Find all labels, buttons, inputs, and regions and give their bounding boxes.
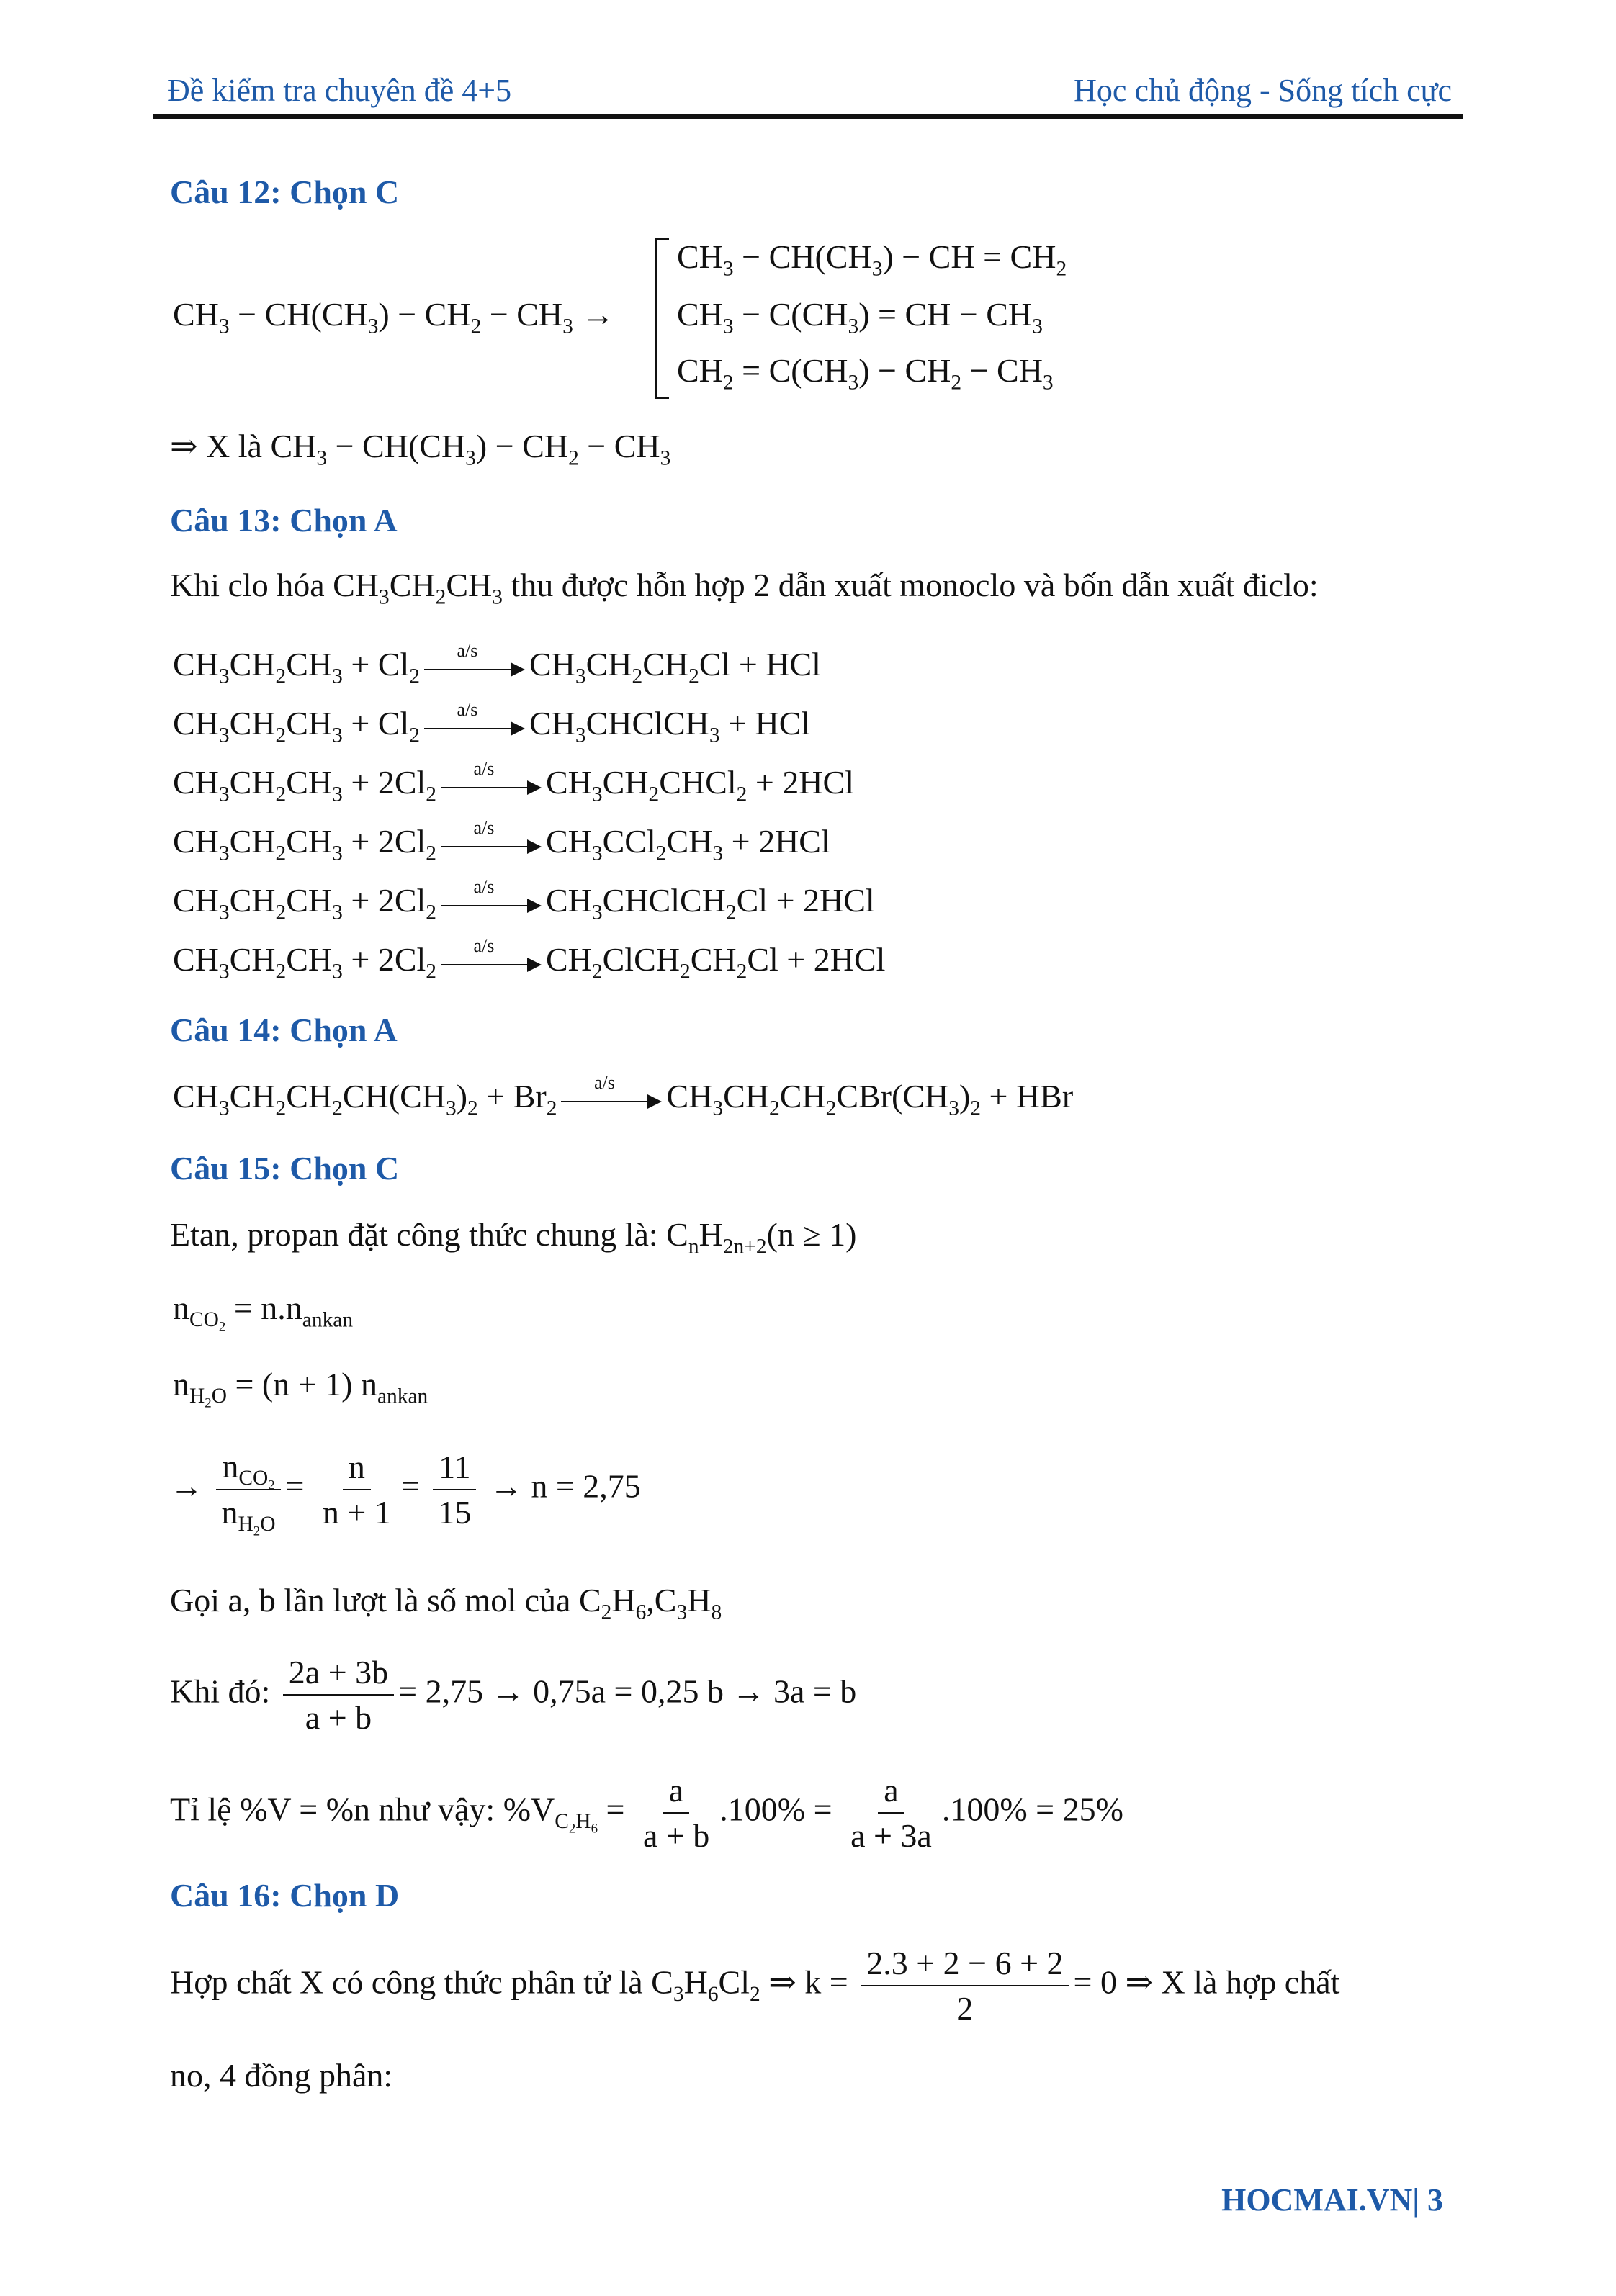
q14-reaction: $CH_3CH_2CH_2CH(CH_3)_2 + Br_2$ a/s $CH_3CH_2CH_2CBr(CH_3)_2$ + HBr (173, 1072, 1074, 1120)
q15-ti-le: Tỉ lệ %V = %n như vậy: $\%V_{C_2H_6}$ = $\frac{a}{a + b}$ .100% = $\frac{a}{a + 3a}$ .100% = 25% (170, 1772, 1123, 1854)
q13-intro: Khi clo hóa $CH_3CH_2CH_3$ thu được hỗn hợp 2 dẫn xuất monoclo và bốn dẫn xuất điclo: (170, 567, 1319, 609)
q15-khi-do (170, 1653, 856, 1737)
q13-reaction-1: $CH_3CH_2CH_3 + Cl_2$ a/s $CH_3CH_2CH_2Cl$ + HCl (173, 640, 821, 688)
header-left-title: Đề kiểm tra chuyên đề 4+5 (167, 73, 512, 108)
q15-ti-le-frac-1: $\frac{a}{a + b}$ (642, 1772, 710, 1854)
q15-khi-do-text: Khi đó: (170, 1673, 271, 1710)
q13-intro-b: thu được hỗn hợp 2 dẫn xuất monoclo và bốn dẫn xuất điclo: (511, 567, 1319, 603)
q13-reaction-3: $CH_3CH_2CH_3 + 2Cl_2$ a/s $CH_3CH_2CHCl_2 + 2HCl$ (173, 758, 854, 806)
q12-bracket (655, 238, 669, 399)
q15-title: Câu 15: Chọn C (170, 1150, 400, 1187)
q15-nco2: $n_{CO_2} = n.n_{ankan}$ (173, 1289, 354, 1335)
q12-product-1: $CH_3 - CH(CH_3)$ − CH = $CH_2$ (677, 238, 1067, 281)
q16-line2: no, 4 đồng phân: (170, 2057, 393, 2094)
q15-ratio-frac-0: $\frac{n_{CO_2}}{n_{H_2O}}$ (216, 1447, 282, 1532)
arrow-icon: a/s (424, 653, 525, 682)
arrow-icon: a/s (561, 1085, 662, 1114)
q13-reaction-6: $CH_3CH_2CH_3 + 2Cl_2$ a/s $CH_2ClCH_2CH_2Cl + 2HCl$ (173, 935, 886, 983)
arrow-icon: a/s (441, 889, 542, 918)
q13-reaction-4: $CH_3CH_2CH_3 + 2Cl_2$ a/s $CH_3CCl_2CH_3 + 2HCl$ (173, 817, 830, 865)
q13-title: Câu 13: Chọn A (170, 502, 398, 539)
q15-nh2o: $n_{H_2O} = (n + 1)$ $n_{ankan}$ (173, 1366, 428, 1411)
footer-page-number: HOCMAI.VN| 3 (1221, 2182, 1443, 2218)
q15-goi-text: Gọi a, b lần lượt là số mol của (170, 1582, 571, 1619)
q15-intro-text: Etan, propan đặt công thức chung là: (170, 1216, 658, 1253)
q13-reaction-2: $CH_3CH_2CH_3 + Cl_2$ a/s $CH_3CHClCH_3$ + HCl (173, 699, 811, 747)
q15-pct-mid: .100% = (719, 1791, 832, 1828)
q16-line1-b: = 0 ⇒ X là hợp chất (1073, 1963, 1340, 2001)
q12-conclusion: ⇒ X là $CH_3 - CH(CH_3) - CH_2 - CH_3$ (170, 428, 671, 470)
q15-khi-do-result: = 2,75 → 0,75a = 0,25 b → 3a = b (398, 1673, 857, 1710)
q13-intro-a: Khi clo hóa (170, 567, 325, 603)
q15-ratio: → $\frac{n_{CO_2}}{n_{H_2O}}$ = $\frac{n}{n + 1}$ = $\frac{11}{15}$ → n = 2,75 (170, 1448, 641, 1539)
q15-ratio-frac-1: $\frac{n}{n + 1}$ (322, 1448, 391, 1531)
header-divider (153, 114, 1463, 119)
q15-ti-le-frac-2: $\frac{a}{a + 3a}$ (850, 1772, 932, 1854)
header-right-slogan: Học chủ động - Sống tích cực (1074, 73, 1452, 108)
q15-ratio-frac-2: $\frac{11}{15}$ (432, 1448, 477, 1531)
q15-khi-do-frac: $\frac{2a + 3b}{a + b}$ (283, 1653, 394, 1737)
q12-therefore-text: ⇒ X là (170, 428, 262, 464)
q15-ti-le-text: Tỉ lệ %V = %n như vậy: (170, 1791, 495, 1828)
q14-title: Câu 14: Chọn A (170, 1012, 398, 1048)
q16-line1: Hợp chất X có công thức phân tử là $C_3H_6Cl_2$ ⇒ k = $\frac{2.3 + 2 - 6 + 2}{2}$ = 0 ⇒ X là hợp chất (170, 1945, 1340, 2027)
q15-intro: Etan, propan đặt công thức chung là: $C_nH_{2n+2}(n \ge 1)$ (170, 1216, 857, 1259)
q15-goi: Gọi a, b lần lượt là số mol của $C_2H_6,C_3H_8$ (170, 1582, 722, 1624)
q15-ratio-result: → n = 2,75 (489, 1467, 641, 1505)
arrow-icon: a/s (441, 948, 542, 977)
q15-pct-end: .100% = 25% (941, 1791, 1123, 1828)
q12-reactant: $CH_3 - CH(CH_3) - CH_2 - CH_3$ → (173, 296, 615, 338)
q16-k-frac: $\frac{2.3 + 2 - 6 + 2}{2}$ (861, 1944, 1069, 2027)
q16-title: Câu 16: Chọn D (170, 1877, 400, 1914)
arrow-icon: a/s (441, 771, 542, 800)
q12-product-2: $CH_3 - C(CH_3)$ = CH − $CH_3$ (677, 296, 1043, 338)
arrow-icon: a/s (441, 830, 542, 859)
q12-title: Câu 12: Chọn C (170, 174, 400, 210)
q13-reaction-5: $CH_3CH_2CH_3 + 2Cl_2$ a/s $CH_3CHClCH_2Cl + 2HCl$ (173, 876, 875, 924)
arrow-icon: a/s (424, 712, 525, 741)
q12-product-3: $CH_2 = C(CH_3) - CH_2 - CH_3$ (677, 352, 1054, 395)
q16-line1-a: Hợp chất X có công thức phân tử là (170, 1963, 643, 2001)
